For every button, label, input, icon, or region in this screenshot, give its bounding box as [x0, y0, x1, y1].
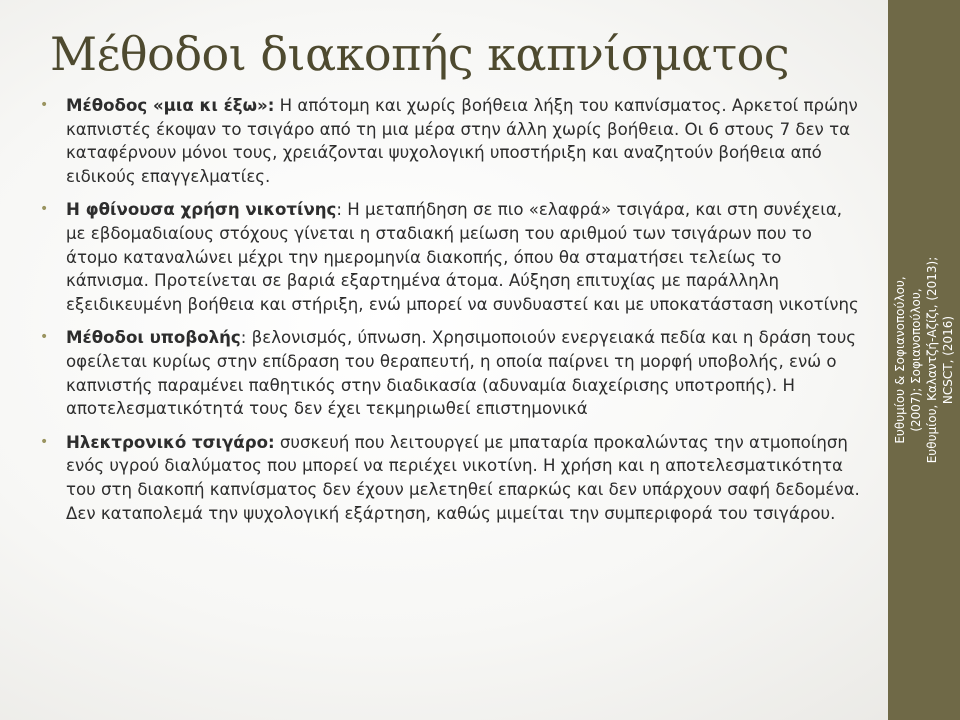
bullet-text: : βελονισμός, ύπνωση. Χρησιμοποιούν ενεργειακά πεδία και η δράση τους οφείλεται κυρίως στην επίδραση του θεραπευτή, η οποία παίρνει τη μορφή υποβολής, ενώ ο καπνιστής παραμένει παθητικός στην διαδικασία (αδυναμία διαχείρισης υποτροπής). Η αποτελεσματικότητά τους δεν έχει τεκμηριωθεί επιστημονικά	[66, 328, 857, 419]
bullet-text: : Η μεταπήδηση σε πιο «ελαφρά» τσιγάρα, και στη συνέχεια, με εβδομαδιαίους στόχους γίνεται η σταδιακή μείωση του αριθμού των τσιγάρων που το άτομο καταναλώνει μέχρι την ημερομηνία διακοπής, όπου θα σταματήσει τελείως το κάπνισμα. Προτείνεται σε βαριά εξαρτημένα άτομα. Αύξηση επιτυχίας με παράλληλη εξειδικευμένη βοήθεια και στήριξη, ενώ μπορεί να συνδυαστεί και με υποκατάσταση νικοτίνης	[66, 200, 859, 314]
bullet-marker: •	[40, 201, 49, 218]
bullet-item-suggestion-methods	[38, 326, 860, 420]
bullet-item-e-cigarette	[38, 431, 860, 525]
bullet-item-one-shot-method	[38, 94, 860, 188]
bullet-term: Η φθίνουσα χρήση νικοτίνης	[66, 200, 337, 220]
citation-block	[892, 140, 956, 580]
bullet-marker: •	[40, 329, 49, 346]
bullet-term: Ηλεκτρονικό τσιγάρο:	[66, 432, 275, 452]
bullet-term: Μέθοδοι υποβολής	[66, 328, 241, 348]
sidebar-panel	[888, 0, 960, 720]
bullet-list	[38, 94, 860, 535]
bullet-text: συσκευή που λειτουργεί με μπαταρία προκαλώντας την ατμοποίηση ενός υγρού διαλύματος που μπορεί να περιέχει νικοτίνη. Η χρήση και η αποτελεσματικότητα του στη διακοπή καπνίσματος δεν έχουν μελετηθεί επαρκώς και δεν υπάρχουν σαφή δεδομένα. Δεν καταπολεμά την ψυχολογική εξάρτηση, καθώς μιμείται την συμπεριφορά του τσιγάρου.	[66, 432, 860, 523]
bullet-term: Μέθοδος «μια κι έξω»:	[66, 96, 275, 115]
bullet-item-nicotine-fading	[38, 198, 860, 316]
citation-line: NCSCT, (2016)	[941, 315, 955, 405]
bullet-marker: •	[40, 433, 49, 450]
slide-title: Μέθοδοι διακοπής καπνίσματος	[50, 27, 790, 81]
bullet-marker: •	[40, 97, 49, 113]
citation-line: Ευθυμίου, Καλαντζή-Αζίζι, (2013);	[925, 256, 939, 464]
citation-line: Ευθυμίου & Σοφιανοπούλου,	[893, 276, 907, 444]
citation-line: (2007); Σοφιανοπούλου,	[909, 288, 923, 432]
bullet-text: Η απότομη και χωρίς βοήθεια λήξη του καπνίσματος. Αρκετοί πρώην καπνιστές έκοψαν το τσιγάρο από τη μια μέρα στην άλλη χωρίς βοήθεια. Οι 6 στους 7 δεν τα καταφέρνουν μόνοι τους, χρειάζονται ψυχολογική υποστήριξη και αναζητούν βοήθεια από ειδικούς επαγγελματίες.	[66, 96, 858, 186]
